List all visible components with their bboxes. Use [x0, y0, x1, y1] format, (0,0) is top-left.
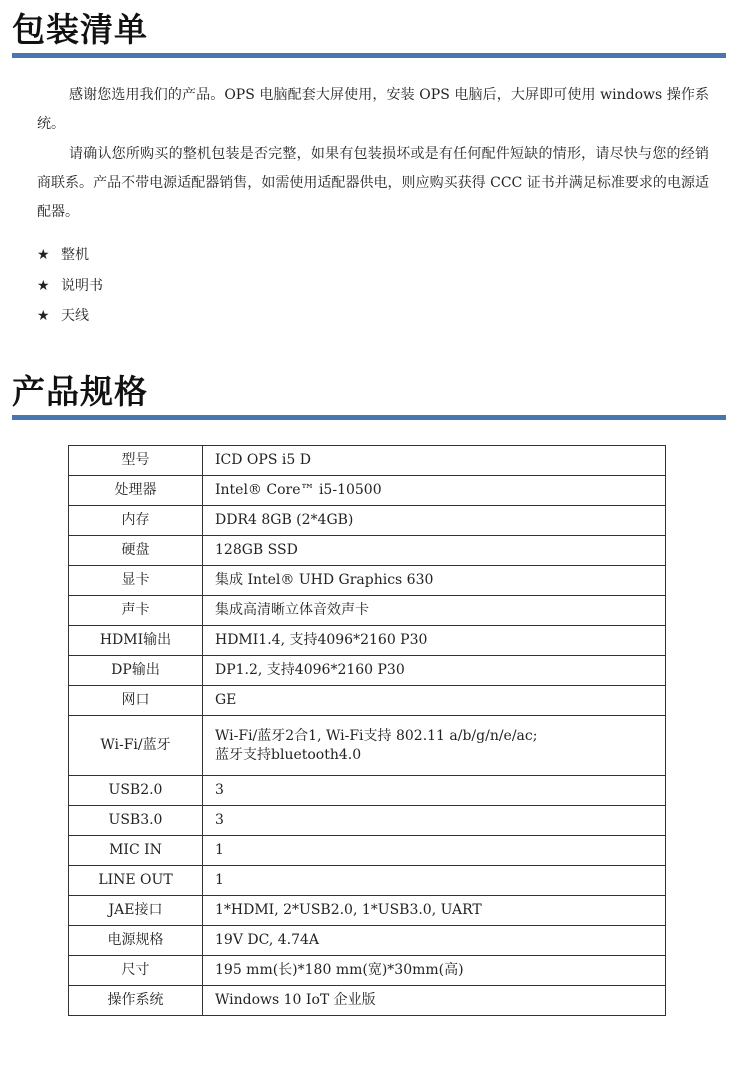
table-row [69, 716, 666, 776]
table-row [69, 536, 666, 566]
spec-value: 19V DC, 4.74A [203, 926, 666, 956]
spec-label: 操作系统 [69, 986, 203, 1016]
spec-value: 1 [203, 866, 666, 896]
spec-label: JAE接口 [69, 896, 203, 926]
spec-label: MIC IN [69, 836, 203, 866]
table-row [69, 896, 666, 926]
spec-value: ICD OPS i5 D [203, 446, 666, 476]
table-row [69, 956, 666, 986]
spec-value: 1*HDMI, 2*USB2.0, 1*USB3.0, UART [203, 896, 666, 926]
table-row [69, 476, 666, 506]
spec-label: 声卡 [69, 596, 203, 626]
spec-label: DP输出 [69, 656, 203, 686]
table-row [69, 566, 666, 596]
package-contents-list [37, 240, 103, 332]
table-row [69, 806, 666, 836]
star-icon: ★ [37, 277, 50, 294]
spec-value: Intel® Core™ i5-10500 [203, 476, 666, 506]
spec-value [203, 716, 666, 776]
spec-value: 3 [203, 806, 666, 836]
spec-table [68, 445, 666, 1016]
spec-value: HDMI1.4, 支持4096*2160 P30 [203, 626, 666, 656]
spec-value: 195 mm(长)*180 mm(宽)*30mm(高) [203, 956, 666, 986]
spec-label: 尺寸 [69, 956, 203, 986]
spec-value: Windows 10 IoT 企业版 [203, 986, 666, 1016]
spec-value: 集成 Intel® UHD Graphics 630 [203, 566, 666, 596]
spec-label: 处理器 [69, 476, 203, 506]
list-item: ★ 整机 [37, 240, 103, 271]
spec-label: USB2.0 [69, 776, 203, 806]
spec-value: DDR4 8GB (2*4GB) [203, 506, 666, 536]
table-row [69, 686, 666, 716]
spec-value-line: 蓝牙支持bluetooth4.0 [215, 746, 362, 763]
table-row [69, 656, 666, 686]
star-icon: ★ [37, 247, 50, 263]
spec-value: DP1.2, 支持4096*2160 P30 [203, 656, 666, 686]
star-icon: ★ [37, 308, 50, 324]
table-row [69, 866, 666, 896]
spec-value-line: Wi-Fi/蓝牙2合1, Wi-Fi支持 802.11 a/b/g/n/e/ac; [215, 727, 538, 744]
spec-label: 硬盘 [69, 536, 203, 566]
spec-label: 网口 [69, 686, 203, 716]
notice-paragraph: 请确认您所购买的整机包装是否完整，如果有包装损坏或是有任何配件短缺的情形，请尽快与您的经销商联系。产品不带电源适配器销售，如需使用适配器供电，则应购买获得 CCC 证书并满足标准要求的电源适配器。 [37, 146, 709, 220]
spec-label: 型号 [69, 446, 203, 476]
spec-value: 128GB SSD [203, 536, 666, 566]
spec-value: 3 [203, 776, 666, 806]
spec-label: LINE OUT [69, 866, 203, 896]
table-row [69, 446, 666, 476]
table-row [69, 836, 666, 866]
spec-label: HDMI输出 [69, 626, 203, 656]
spec-value: 集成高清晰立体音效声卡 [203, 596, 666, 626]
table-row [69, 986, 666, 1016]
spec-label: USB3.0 [69, 806, 203, 836]
list-item: ★ 天线 [37, 301, 103, 332]
table-row [69, 926, 666, 956]
heading-divider [12, 53, 726, 58]
spec-label: Wi-Fi/蓝牙 [69, 716, 203, 776]
intro-paragraph: 感谢您选用我们的产品。OPS 电脑配套大屏使用，安装 OPS 电脑后，大屏即可使用 windows 操作系统。 [37, 87, 709, 132]
spec-value: 1 [203, 836, 666, 866]
spec-label: 内存 [69, 506, 203, 536]
spec-label: 电源规格 [69, 926, 203, 956]
table-row [69, 626, 666, 656]
list-item: ★ 说明书 [37, 271, 103, 302]
table-row [69, 776, 666, 806]
packing-list-heading: 包装清单 [12, 10, 148, 49]
specs-heading: 产品规格 [12, 372, 148, 411]
spec-value: GE [203, 686, 666, 716]
table-row [69, 596, 666, 626]
table-row [69, 506, 666, 536]
spec-label: 显卡 [69, 566, 203, 596]
heading-divider [12, 415, 726, 420]
